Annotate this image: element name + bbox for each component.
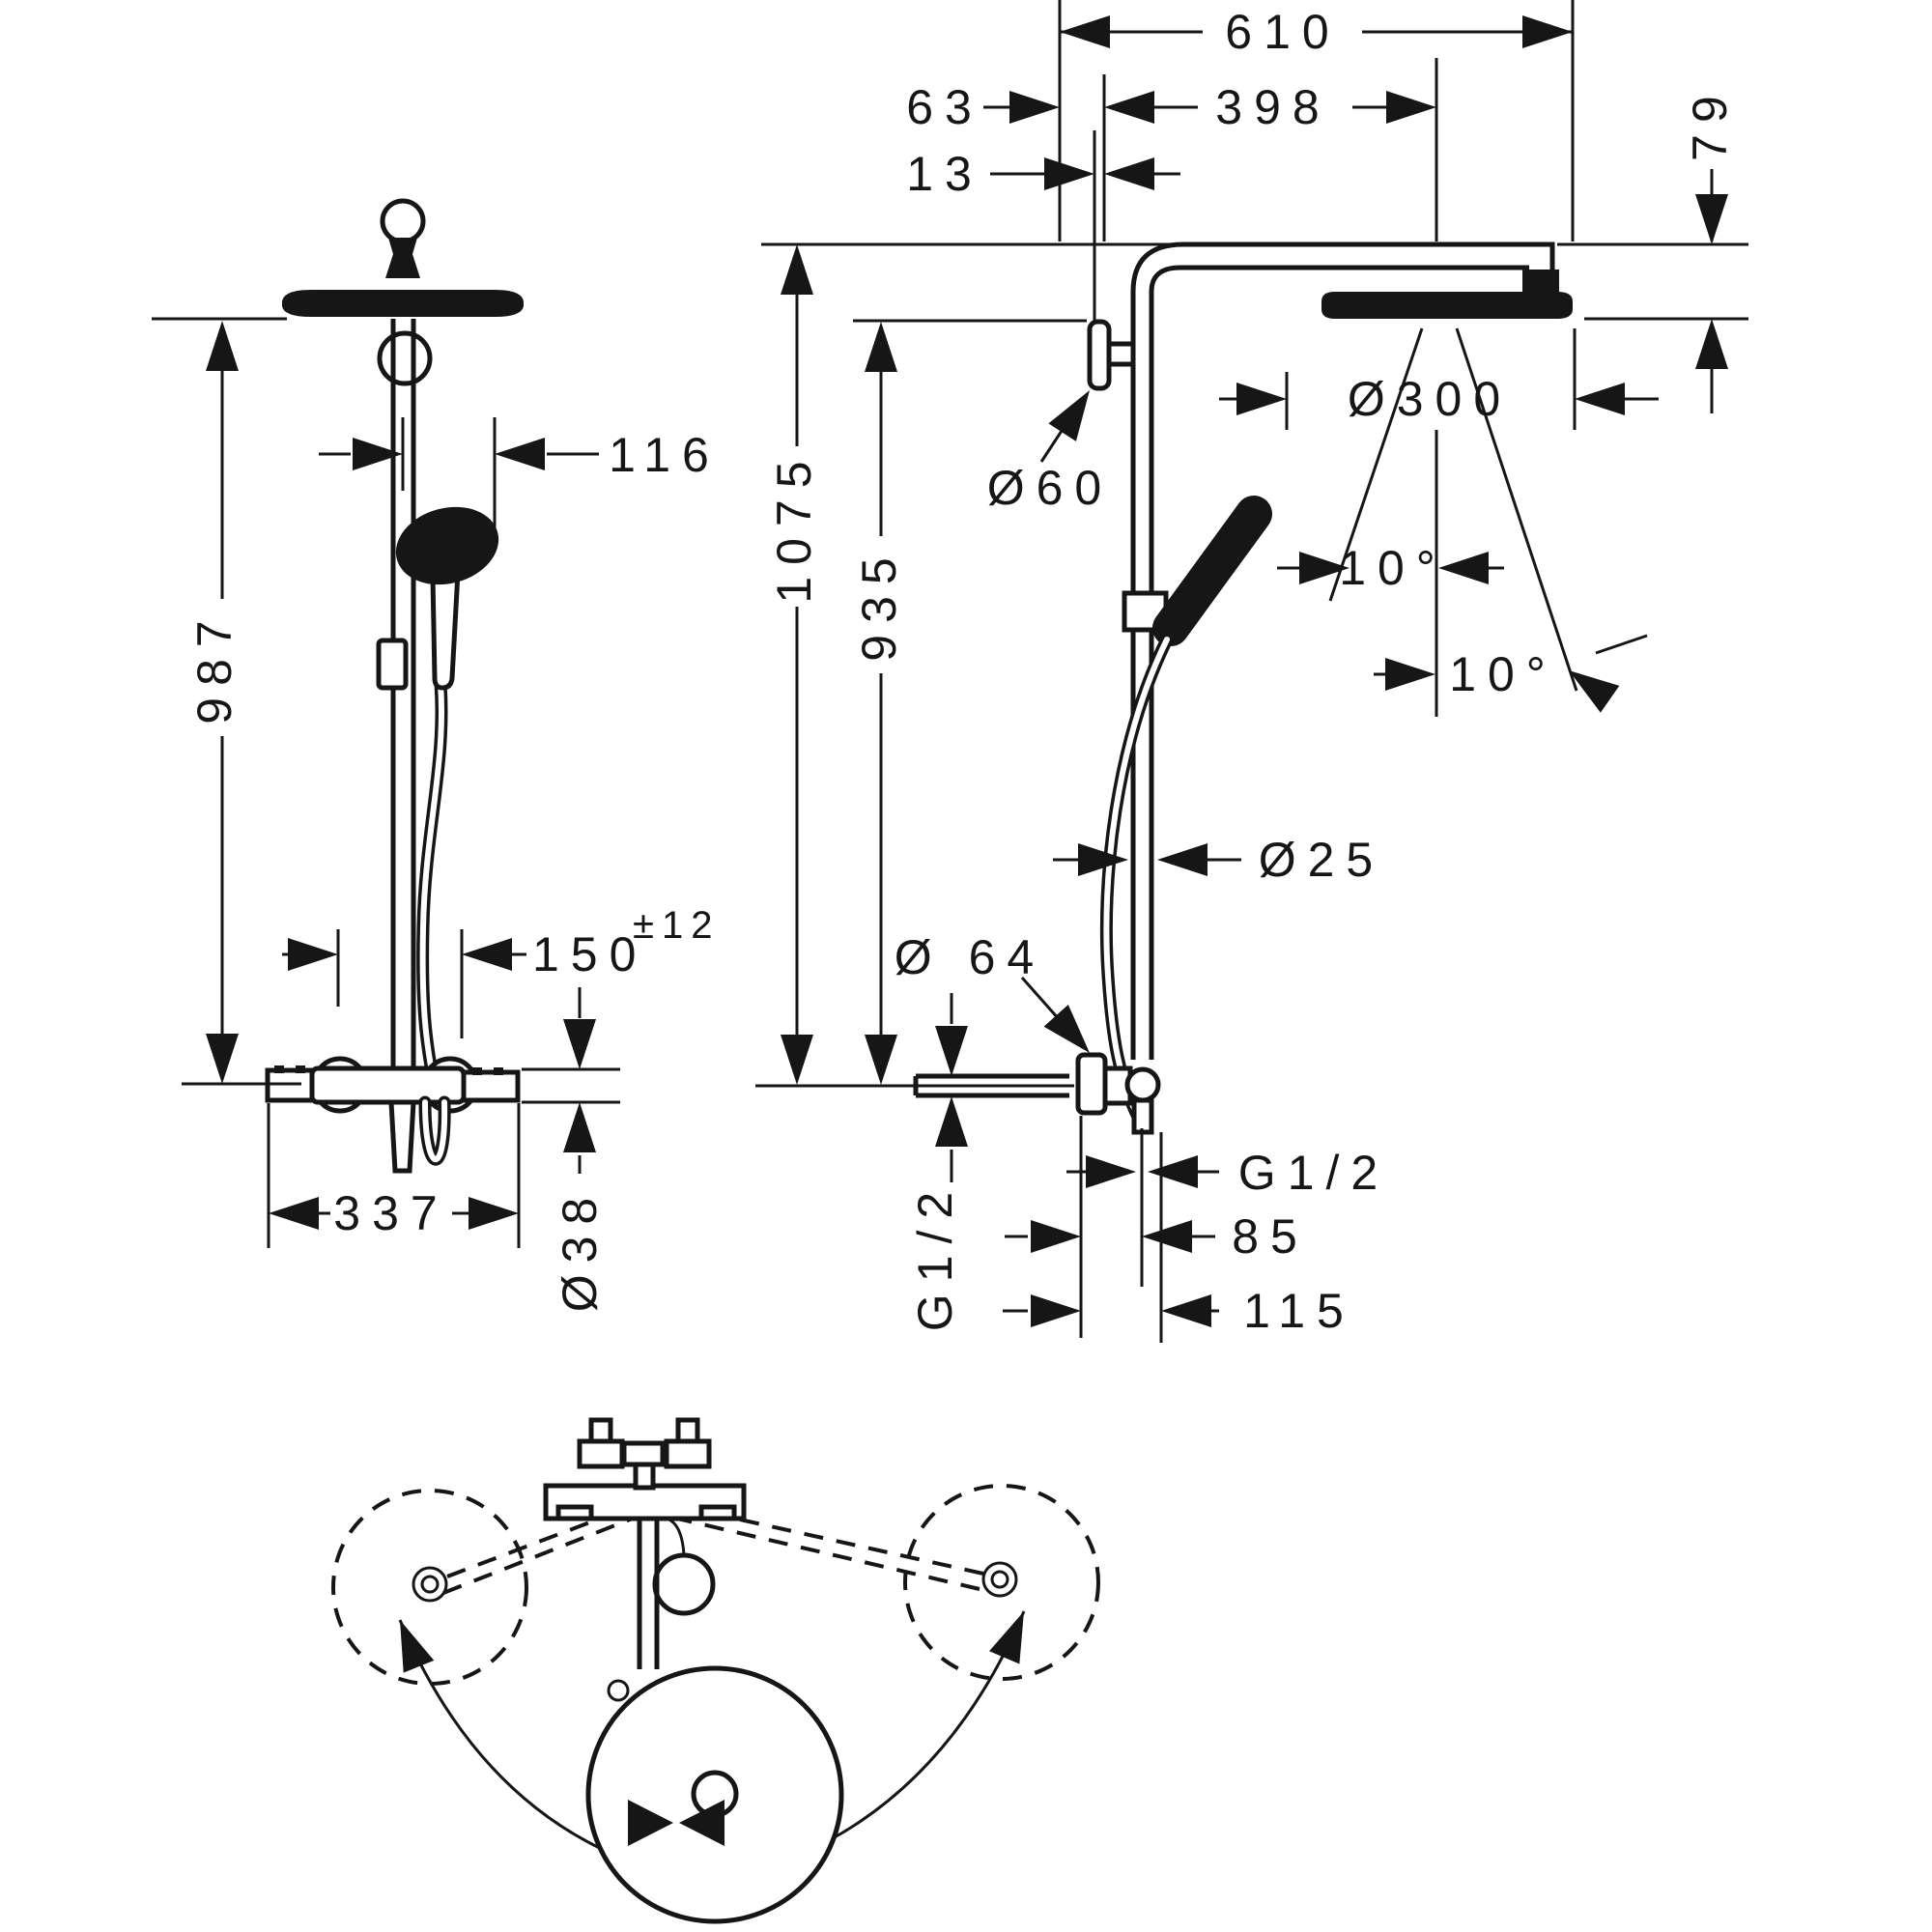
right-knob-plan (667, 1441, 709, 1466)
dimension-d38 (522, 987, 620, 1312)
dim-115-label: 115 (1243, 1284, 1355, 1338)
dim-g12-outlet-label: G1/2 (1237, 1146, 1390, 1200)
dim-13-label: 13 (906, 147, 983, 201)
dim-d60-label: Ø60 (986, 461, 1114, 515)
dim-85-label: 85 (1232, 1209, 1309, 1264)
dimension-tilt-backward (1374, 636, 1647, 713)
dim-116-label: 116 (609, 428, 721, 482)
dim-d38-label: Ø38 (553, 1185, 607, 1313)
wall-union-right-icon (983, 1563, 1016, 1596)
dimension-1075 (767, 244, 821, 1085)
hand-shower-side (1171, 514, 1254, 628)
dim-935-label: 935 (852, 546, 906, 662)
ball-joint-icon (383, 201, 423, 242)
dim-79-label: 79 (1683, 84, 1737, 161)
outlet-spout (391, 1102, 413, 1171)
supply-pipe-side (755, 1076, 1074, 1095)
dimension-987 (152, 319, 301, 1084)
dimension-g12-inlet (908, 993, 968, 1331)
dim-987-label: 987 (187, 609, 242, 724)
arm-joint (1522, 270, 1559, 295)
dimension-398 (1138, 58, 1436, 242)
outlet-nipple (1134, 1100, 1151, 1132)
dim-10a-label: 10° (1339, 541, 1447, 595)
dim-337-label: 337 (333, 1186, 449, 1240)
dim-398-label: 398 (1215, 80, 1331, 134)
hose-side (1106, 639, 1167, 1121)
pivot-ring-icon (380, 333, 430, 384)
dimension-g12-outlet (1066, 1146, 1389, 1200)
thermostat-valve-front (268, 1059, 518, 1171)
dim-63-label: 63 (906, 80, 983, 134)
hand-shower-handle (433, 572, 458, 688)
lower-escutcheon (1078, 1055, 1105, 1113)
dimension-d60 (987, 382, 1114, 515)
hand-shower-head (387, 496, 508, 595)
dimension-d300 (1219, 328, 1659, 430)
dim-150-label: 150 (532, 927, 648, 981)
dim-g12-inlet-label: G1/2 (908, 1179, 962, 1332)
wall-bracket-plate (1090, 322, 1109, 388)
hose-front (423, 684, 441, 1066)
dim-d64-label: Ø 64 (894, 930, 1046, 984)
dimension-13 (906, 147, 1180, 201)
front-view (268, 201, 524, 1171)
left-knob-plan (580, 1441, 622, 1466)
dimension-150 (282, 904, 720, 1038)
dim-d25-label: Ø25 (1258, 833, 1385, 887)
wall-bracket-arm (1109, 344, 1133, 364)
overhead-shower-front (282, 201, 524, 384)
plan-view (333, 1420, 1098, 1921)
slider-holder-front (379, 640, 406, 688)
shower-head-disc-front (282, 290, 524, 317)
center-fitting-plan (624, 1443, 663, 1464)
dimension-tilt-forward (1277, 541, 1504, 595)
dim-150-tolerance-label: ±12 (633, 904, 721, 947)
wall-union-left-icon (413, 1568, 446, 1601)
right-union-nut (464, 1072, 518, 1100)
outlet-nut-icon (1127, 1069, 1158, 1100)
dim-d300-label: Ø300 (1347, 372, 1513, 426)
shower-head-disc-side (1321, 292, 1573, 319)
dim-10b-label: 10° (1449, 647, 1557, 701)
dimension-d64 (895, 930, 1102, 1064)
dimension-116 (319, 417, 721, 533)
dim-610-label: 610 (1225, 5, 1341, 59)
dim-1075-label: 1075 (767, 449, 821, 604)
swivel-range-left (333, 1491, 526, 1684)
valve-plan (546, 1420, 744, 1519)
